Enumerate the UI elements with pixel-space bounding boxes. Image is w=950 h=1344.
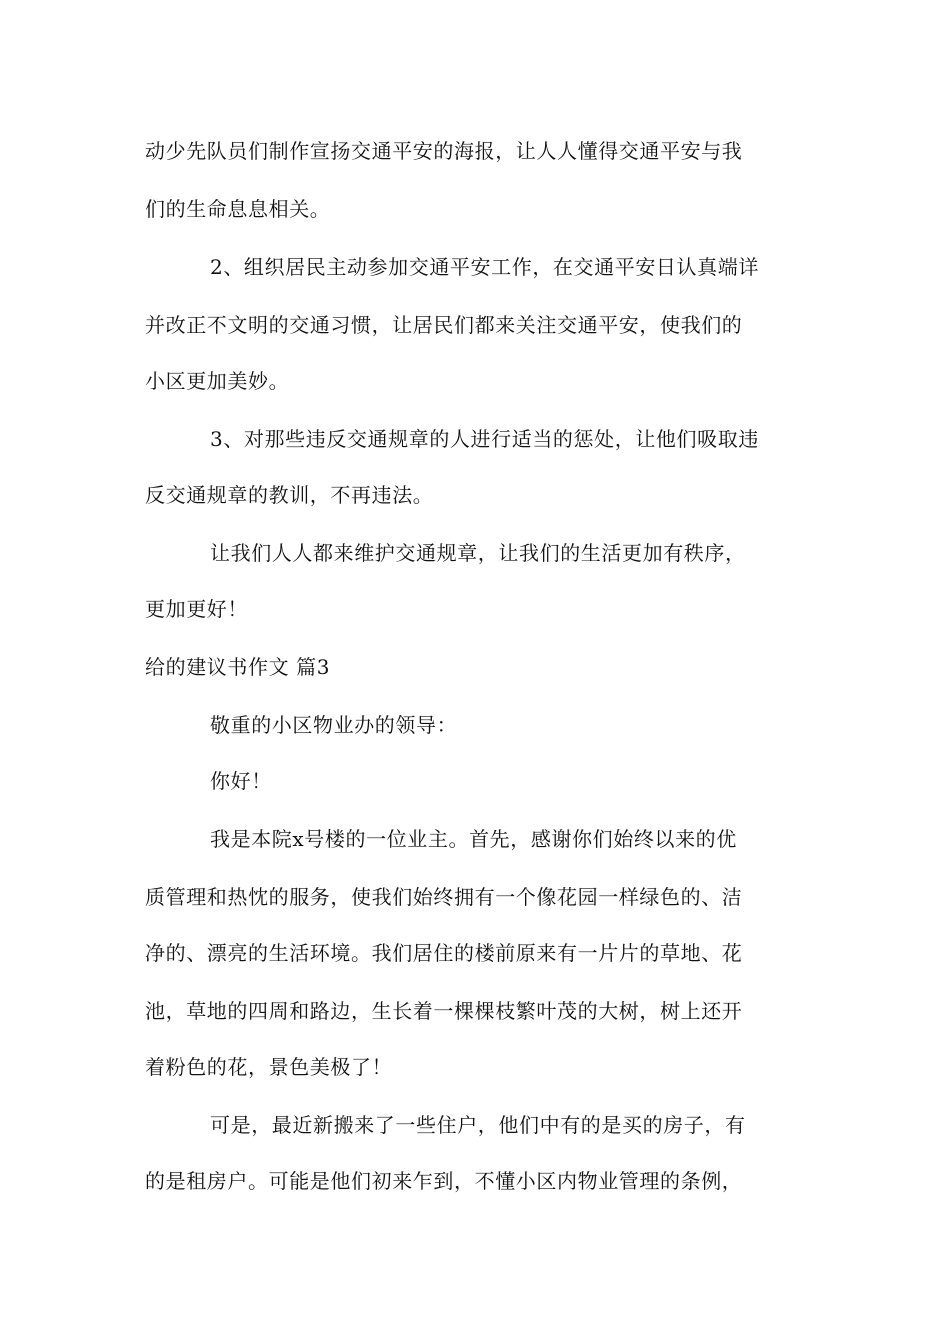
paragraph-line: 动少先队员们制作宣扬交通平安的海报，让人人懂得交通平安与我 — [145, 139, 743, 163]
paragraph-line: 我是本院x号楼的一位业主。首先，感谢你们始终以来的优 — [210, 827, 737, 851]
paragraph-line: 并改正不文明的交通习惯，让居民们都来关注交通平安，使我们的 — [145, 313, 743, 337]
section-heading: 给的建议书作文 篇3 — [145, 655, 331, 679]
paragraph-line: 的是租房户。可能是他们初来乍到，不懂小区内物业管理的条例， — [145, 1169, 743, 1193]
paragraph-line: 小区更加美妙。 — [145, 369, 290, 393]
paragraph-line: 3、对那些违反交通规章的人进行适当的惩处，让他们吸取违 — [210, 427, 759, 451]
paragraph-line: 质管理和热忱的服务，使我们始终拥有一个像花园一样绿色的、洁 — [145, 885, 743, 909]
paragraph-line: 2、组织居民主动参加交通平安工作，在交通平安日认真端详 — [210, 255, 759, 279]
paragraph-line: 更加更好！ — [145, 597, 248, 621]
paragraph-line: 可是，最近新搬来了一些住户，他们中有的是买的房子，有 — [210, 1113, 746, 1137]
paragraph-line: 反交通规章的教训，不再违法。 — [145, 483, 434, 507]
paragraph-line: 着粉色的花，景色美极了！ — [145, 1055, 393, 1079]
paragraph-line: 池，草地的四周和路边，生长着一棵棵枝繁叶茂的大树，树上还开 — [145, 999, 743, 1023]
paragraph-line: 让我们人人都来维护交通规章，让我们的生活更加有秩序， — [210, 541, 746, 565]
salutation: 敬重的小区物业办的领导： — [210, 713, 458, 737]
paragraph-line: 们的生命息息相关。 — [145, 197, 331, 221]
paragraph-line: 净的、漂亮的生活环境。我们居住的楼前原来有一片片的草地、花 — [145, 941, 743, 965]
greeting: 你好！ — [210, 769, 272, 793]
